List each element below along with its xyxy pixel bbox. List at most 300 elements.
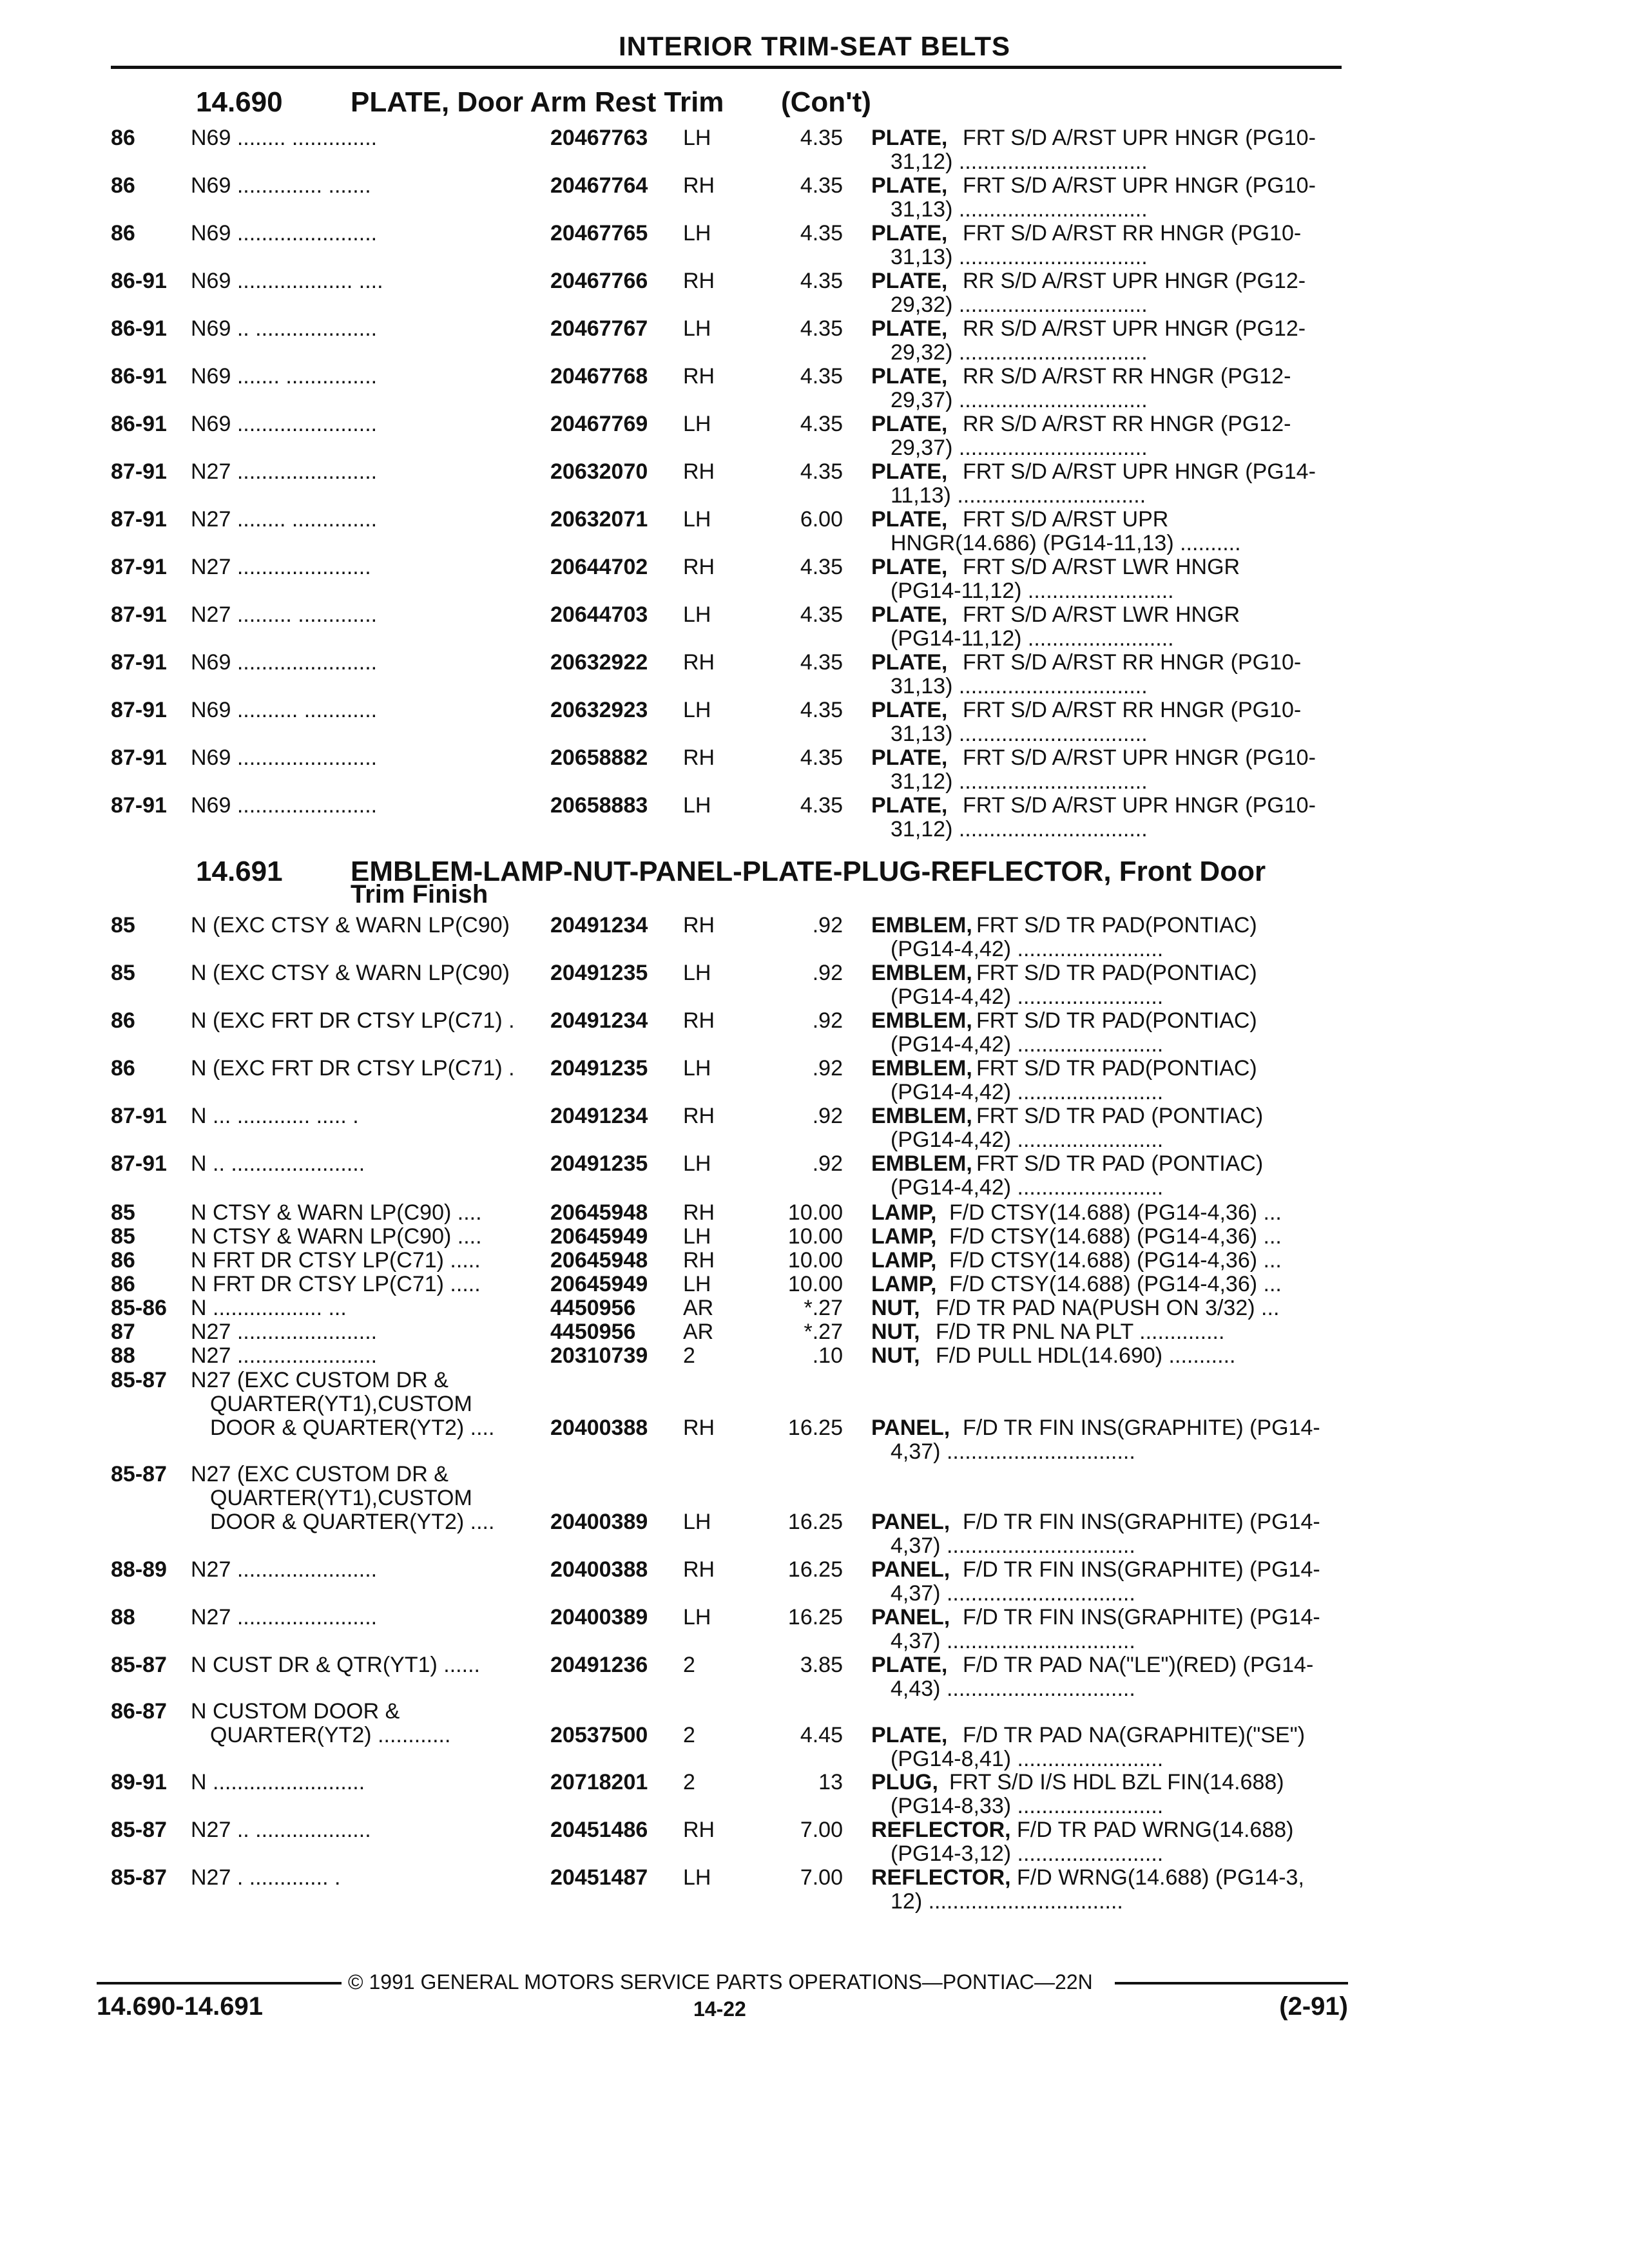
description: FRT S/D A/RST RR HNGR (PG10- bbox=[963, 650, 1302, 675]
section-title-continuation: Trim Finish bbox=[351, 880, 488, 908]
quantity: AR bbox=[683, 1320, 714, 1344]
quantity: LH bbox=[683, 1056, 711, 1081]
description-name: EMBLEM, bbox=[871, 913, 972, 937]
description-continuation: HNGR(14.686) (PG14-11,13) .......... bbox=[891, 531, 1241, 555]
quantity: LH bbox=[683, 507, 711, 532]
part-number: 20491235 bbox=[550, 961, 648, 985]
price: 10.00 bbox=[787, 1224, 843, 1249]
description-continuation: 4,37) ............................... bbox=[891, 1533, 1135, 1558]
model-code: N27 ....................... bbox=[191, 459, 378, 484]
price: 10.00 bbox=[787, 1200, 843, 1225]
description-continuation: (PG14-11,12) ........................ bbox=[891, 626, 1174, 651]
quantity: LH bbox=[683, 698, 711, 722]
model-year: 85 bbox=[111, 961, 135, 985]
description-continuation: 29,32) ............................... bbox=[891, 293, 1148, 317]
model-code: N69 ....... ............... bbox=[191, 364, 378, 389]
description-name: PLATE, bbox=[871, 126, 948, 150]
description-name: PLATE, bbox=[871, 173, 948, 198]
part-number: 20645948 bbox=[550, 1248, 648, 1273]
price: .92 bbox=[812, 913, 843, 937]
part-number: 20645949 bbox=[550, 1224, 648, 1249]
quantity: LH bbox=[683, 1272, 711, 1296]
part-number: 20491236 bbox=[550, 1653, 648, 1677]
part-number: 20491235 bbox=[550, 1151, 648, 1176]
quantity: RH bbox=[683, 913, 715, 937]
model-line-2: QUARTER(YT1),CUSTOM bbox=[210, 1392, 472, 1416]
footer-date-code: (2-91) bbox=[1279, 1992, 1348, 2021]
description: FRT S/D A/RST UPR HNGR (PG14- bbox=[963, 459, 1316, 484]
quantity: RH bbox=[683, 1557, 715, 1582]
price: *.27 bbox=[804, 1320, 843, 1344]
quantity: RH bbox=[683, 555, 715, 579]
footer-rule-right bbox=[1115, 1982, 1348, 1984]
part-number: 20658882 bbox=[550, 745, 648, 770]
section-continued: (Con't) bbox=[781, 86, 871, 118]
price: 4.35 bbox=[800, 173, 843, 198]
quantity: LH bbox=[683, 602, 711, 627]
description: FRT S/D A/RST LWR HNGR bbox=[963, 555, 1240, 579]
description-name: LAMP, bbox=[871, 1200, 937, 1225]
description-name: PLATE, bbox=[871, 602, 948, 627]
part-number: 20632922 bbox=[550, 650, 648, 675]
description-name: PANEL, bbox=[871, 1510, 950, 1534]
model-year: 86-91 bbox=[111, 269, 167, 293]
description-name: PLATE, bbox=[871, 269, 948, 293]
model-year: 85-87 bbox=[111, 1462, 167, 1486]
model-line-2: QUARTER(YT1),CUSTOM bbox=[210, 1486, 472, 1510]
section-number: 14.691 bbox=[196, 856, 283, 887]
price: .92 bbox=[812, 1151, 843, 1176]
model-code: N27 .. ................... bbox=[191, 1818, 371, 1842]
quantity: LH bbox=[683, 221, 711, 245]
model-code: N CTSY & WARN LP(C90) .... bbox=[191, 1200, 482, 1225]
part-number: 20400389 bbox=[550, 1605, 648, 1629]
model-year: 85-86 bbox=[111, 1296, 167, 1320]
footer-section-range: 14.690-14.691 bbox=[97, 1992, 264, 2021]
description: FRT S/D TR PAD(PONTIAC) bbox=[976, 961, 1257, 985]
model-year: 88-89 bbox=[111, 1557, 167, 1582]
price: .92 bbox=[812, 961, 843, 985]
quantity: LH bbox=[683, 1151, 711, 1176]
price: 3.85 bbox=[800, 1653, 843, 1677]
description-continuation: (PG14-4,42) ........................ bbox=[891, 985, 1164, 1009]
model-code: N69 ....................... bbox=[191, 650, 378, 675]
quantity: RH bbox=[683, 1818, 715, 1842]
price: 4.35 bbox=[800, 412, 843, 436]
footer-page-number: 14-22 bbox=[693, 1997, 746, 2021]
model-code: N27 ...................... bbox=[191, 555, 371, 579]
part-number: 20645949 bbox=[550, 1272, 648, 1296]
description-name: PLATE, bbox=[871, 316, 948, 341]
description-name: PLATE, bbox=[871, 507, 948, 532]
model-year: 87-91 bbox=[111, 698, 167, 722]
model-code: N (EXC FRT DR CTSY LP(C71) . bbox=[191, 1056, 515, 1081]
model-year: 88 bbox=[111, 1605, 135, 1629]
model-code: N27 ....................... bbox=[191, 1320, 378, 1344]
model-code: N (EXC CTSY & WARN LP(C90) bbox=[191, 961, 510, 985]
model-year: 86 bbox=[111, 173, 135, 198]
model-line-2: QUARTER(YT2) ............ bbox=[210, 1723, 451, 1747]
price: .10 bbox=[812, 1343, 843, 1368]
model-year: 85-87 bbox=[111, 1653, 167, 1677]
model-code: N69 ................... .... bbox=[191, 269, 383, 293]
model-year: 85 bbox=[111, 1224, 135, 1249]
model-code: N (EXC CTSY & WARN LP(C90) bbox=[191, 913, 510, 937]
price: 4.35 bbox=[800, 555, 843, 579]
model-code: N69 ....................... bbox=[191, 412, 378, 436]
model-year: 87-91 bbox=[111, 793, 167, 818]
description-continuation: 4,37) ............................... bbox=[891, 1629, 1135, 1653]
part-number: 20491234 bbox=[550, 913, 648, 937]
part-number: 20467768 bbox=[550, 364, 648, 389]
price: .92 bbox=[812, 1104, 843, 1128]
description-name: EMBLEM, bbox=[871, 1151, 972, 1176]
price: 13 bbox=[818, 1770, 843, 1794]
part-number: 20632070 bbox=[550, 459, 648, 484]
model-code: N FRT DR CTSY LP(C71) ..... bbox=[191, 1248, 481, 1273]
description-name: PLATE, bbox=[871, 698, 948, 722]
quantity: RH bbox=[683, 745, 715, 770]
description: FRT S/D TR PAD(PONTIAC) bbox=[976, 913, 1257, 937]
model-year: 88 bbox=[111, 1343, 135, 1368]
description: F/D TR PAD WRNG(14.688) bbox=[1017, 1818, 1294, 1842]
model-code: N .................. ... bbox=[191, 1296, 347, 1320]
price: 10.00 bbox=[787, 1272, 843, 1296]
model-year: 86-91 bbox=[111, 316, 167, 341]
part-number: 20467765 bbox=[550, 221, 648, 245]
price: .92 bbox=[812, 1008, 843, 1033]
model-line-3: DOOR & QUARTER(YT2) .... bbox=[210, 1510, 495, 1534]
model-code: N69 ....................... bbox=[191, 745, 378, 770]
description-name: PANEL, bbox=[871, 1557, 950, 1582]
section-number: 14.690 bbox=[196, 86, 283, 118]
price: 16.25 bbox=[787, 1416, 843, 1440]
price: 4.35 bbox=[800, 316, 843, 341]
description: FRT S/D A/RST RR HNGR (PG10- bbox=[963, 698, 1302, 722]
model-year: 87-91 bbox=[111, 650, 167, 675]
quantity: LH bbox=[683, 1224, 711, 1249]
description-continuation: (PG14-11,12) ........................ bbox=[891, 579, 1174, 603]
description: F/D CTSY(14.688) (PG14-4,36) ... bbox=[949, 1272, 1282, 1296]
price: 16.25 bbox=[787, 1510, 843, 1534]
quantity: LH bbox=[683, 1865, 711, 1890]
model-code: N27 ........ .............. bbox=[191, 507, 378, 532]
price: 4.35 bbox=[800, 793, 843, 818]
description: FRT S/D A/RST UPR HNGR (PG10- bbox=[963, 793, 1316, 818]
description-name: LAMP, bbox=[871, 1272, 937, 1296]
quantity: 2 bbox=[683, 1343, 695, 1368]
description-continuation: 31,13) ............................... bbox=[891, 722, 1148, 746]
quantity: RH bbox=[683, 650, 715, 675]
part-number: 20632071 bbox=[550, 507, 648, 532]
price: 4.35 bbox=[800, 650, 843, 675]
model-year: 89-91 bbox=[111, 1770, 167, 1794]
quantity: RH bbox=[683, 173, 715, 198]
description-continuation: 31,12) ............................... bbox=[891, 769, 1148, 794]
description: F/D WRNG(14.688) (PG14-3, bbox=[1017, 1865, 1304, 1890]
quantity: LH bbox=[683, 412, 711, 436]
description-continuation: 31,13) ............................... bbox=[891, 197, 1148, 222]
price: 10.00 bbox=[787, 1248, 843, 1273]
description: F/D TR PAD NA(PUSH ON 3/32) ... bbox=[936, 1296, 1280, 1320]
description: FRT S/D TR PAD (PONTIAC) bbox=[976, 1151, 1264, 1176]
description-continuation: 31,12) ............................... bbox=[891, 817, 1148, 841]
part-number: 20718201 bbox=[550, 1770, 648, 1794]
model-year: 86-91 bbox=[111, 412, 167, 436]
model-year: 86 bbox=[111, 1056, 135, 1081]
description: F/D TR PAD NA("LE")(RED) (PG14- bbox=[963, 1653, 1314, 1677]
description-name: PLATE, bbox=[871, 459, 948, 484]
description-continuation: 31,13) ............................... bbox=[891, 245, 1148, 269]
price: 16.25 bbox=[787, 1605, 843, 1629]
model-code: N69 ....................... bbox=[191, 793, 378, 818]
description: F/D CTSY(14.688) (PG14-4,36) ... bbox=[949, 1248, 1282, 1273]
model-code: N27 . ............. . bbox=[191, 1865, 341, 1890]
description-continuation: 4,43) ............................... bbox=[891, 1677, 1135, 1701]
part-number: 20467766 bbox=[550, 269, 648, 293]
model-code: N27 ....................... bbox=[191, 1343, 378, 1368]
description-name: REFLECTOR, bbox=[871, 1865, 1011, 1890]
price: 7.00 bbox=[800, 1818, 843, 1842]
model-code: N27 ....................... bbox=[191, 1557, 378, 1582]
footer-copyright: © 1991 GENERAL MOTORS SERVICE PARTS OPERATIONS—PONTIAC—22N bbox=[348, 1970, 1093, 1994]
description-continuation: 31,12) ............................... bbox=[891, 149, 1148, 174]
description-continuation: 4,37) ............................... bbox=[891, 1581, 1135, 1606]
part-number: 20400388 bbox=[550, 1557, 648, 1582]
model-year: 86 bbox=[111, 126, 135, 150]
price: .92 bbox=[812, 1056, 843, 1081]
model-year: 87-91 bbox=[111, 555, 167, 579]
description-name: PLATE, bbox=[871, 364, 948, 389]
description-continuation: (PG14-3,12) ........................ bbox=[891, 1841, 1164, 1866]
price: 4.35 bbox=[800, 364, 843, 389]
description-continuation: (PG14-8,33) ........................ bbox=[891, 1794, 1164, 1818]
description: F/D TR PNL NA PLT .............. bbox=[936, 1320, 1225, 1344]
part-number: 20644703 bbox=[550, 602, 648, 627]
description-name: LAMP, bbox=[871, 1248, 937, 1273]
description: F/D TR FIN INS(GRAPHITE) (PG14- bbox=[963, 1510, 1320, 1534]
description: RR S/D A/RST UPR HNGR (PG12- bbox=[963, 269, 1306, 293]
description-continuation: (PG14-4,42) ........................ bbox=[891, 1128, 1164, 1152]
part-number: 20310739 bbox=[550, 1343, 648, 1368]
part-number: 20537500 bbox=[550, 1723, 648, 1747]
description-continuation: (PG14-8,41) ........................ bbox=[891, 1747, 1164, 1771]
price: 4.35 bbox=[800, 602, 843, 627]
quantity: LH bbox=[683, 1510, 711, 1534]
quantity: RH bbox=[683, 1008, 715, 1033]
model-code: N69 ....................... bbox=[191, 221, 378, 245]
model-year: 87-91 bbox=[111, 459, 167, 484]
description-name: EMBLEM, bbox=[871, 1056, 972, 1081]
model-year: 85 bbox=[111, 1200, 135, 1225]
description-name: PLATE, bbox=[871, 1723, 948, 1747]
model-year: 85-87 bbox=[111, 1368, 167, 1392]
model-code: N27 ....................... bbox=[191, 1605, 378, 1629]
description: RR S/D A/RST UPR HNGR (PG12- bbox=[963, 316, 1306, 341]
part-number: 20451487 bbox=[550, 1865, 648, 1890]
model-year: 85-87 bbox=[111, 1865, 167, 1890]
description-name: PLATE, bbox=[871, 650, 948, 675]
price: 4.35 bbox=[800, 698, 843, 722]
model-code: N69 .. .................... bbox=[191, 316, 378, 341]
description: FRT S/D TR PAD(PONTIAC) bbox=[976, 1056, 1257, 1081]
model-line-1: N CUSTOM DOOR & bbox=[191, 1699, 400, 1724]
part-number: 20400389 bbox=[550, 1510, 648, 1534]
description-name: PANEL, bbox=[871, 1416, 950, 1440]
model-code: N CTSY & WARN LP(C90) .... bbox=[191, 1224, 482, 1249]
description-name: LAMP, bbox=[871, 1224, 937, 1249]
model-line-3: DOOR & QUARTER(YT2) .... bbox=[210, 1416, 495, 1440]
quantity: AR bbox=[683, 1296, 714, 1320]
description-name: EMBLEM, bbox=[871, 1104, 972, 1128]
description: FRT S/D A/RST UPR HNGR (PG10- bbox=[963, 745, 1316, 770]
part-number: 20467763 bbox=[550, 126, 648, 150]
description: RR S/D A/RST RR HNGR (PG12- bbox=[963, 412, 1291, 436]
page-header-title: INTERIOR TRIM-SEAT BELTS bbox=[618, 31, 1011, 61]
part-number: 20491234 bbox=[550, 1104, 648, 1128]
model-year: 87-91 bbox=[111, 745, 167, 770]
description-continuation: (PG14-4,42) ........................ bbox=[891, 937, 1164, 961]
description-continuation: 31,13) ............................... bbox=[891, 674, 1148, 698]
quantity: RH bbox=[683, 459, 715, 484]
part-number: 20645948 bbox=[550, 1200, 648, 1225]
quantity: LH bbox=[683, 126, 711, 150]
description: F/D TR PAD NA(GRAPHITE)("SE") bbox=[963, 1723, 1306, 1747]
description-name: PLUG, bbox=[871, 1770, 938, 1794]
part-number: 4450956 bbox=[550, 1296, 636, 1320]
description-continuation: (PG14-4,42) ........................ bbox=[891, 1080, 1164, 1104]
description: FRT S/D A/RST UPR HNGR (PG10- bbox=[963, 126, 1316, 150]
model-code: N69 .......... ............ bbox=[191, 698, 378, 722]
description: FRT S/D A/RST RR HNGR (PG10- bbox=[963, 221, 1302, 245]
description-name: PLATE, bbox=[871, 555, 948, 579]
description-name: PLATE, bbox=[871, 412, 948, 436]
quantity: LH bbox=[683, 316, 711, 341]
quantity: 2 bbox=[683, 1723, 695, 1747]
description-name: EMBLEM, bbox=[871, 961, 972, 985]
quantity: RH bbox=[683, 269, 715, 293]
footer-rule-left bbox=[97, 1982, 342, 1984]
price: 4.35 bbox=[800, 221, 843, 245]
description-continuation: (PG14-4,42) ........................ bbox=[891, 1032, 1164, 1057]
part-number: 20658883 bbox=[550, 793, 648, 818]
description-name: PANEL, bbox=[871, 1605, 950, 1629]
description-continuation: 29,32) ............................... bbox=[891, 340, 1148, 365]
price: 4.35 bbox=[800, 269, 843, 293]
price: 16.25 bbox=[787, 1557, 843, 1582]
description-continuation: 29,37) ............................... bbox=[891, 388, 1148, 412]
section-title-line2 bbox=[351, 880, 488, 909]
quantity: RH bbox=[683, 1416, 715, 1440]
model-year: 87-91 bbox=[111, 1151, 167, 1176]
description-name: NUT, bbox=[871, 1320, 920, 1344]
model-year: 85-87 bbox=[111, 1818, 167, 1842]
description: F/D CTSY(14.688) (PG14-4,36) ... bbox=[949, 1224, 1282, 1249]
model-code: N FRT DR CTSY LP(C71) ..... bbox=[191, 1272, 481, 1296]
model-line-1: N27 (EXC CUSTOM DR & bbox=[191, 1368, 448, 1392]
description: FRT S/D TR PAD (PONTIAC) bbox=[976, 1104, 1264, 1128]
price: 6.00 bbox=[800, 507, 843, 532]
model-code: N69 .............. ....... bbox=[191, 173, 371, 198]
quantity: 2 bbox=[683, 1653, 695, 1677]
model-year: 87 bbox=[111, 1320, 135, 1344]
part-number: 4450956 bbox=[550, 1320, 636, 1344]
part-number: 20400388 bbox=[550, 1416, 648, 1440]
model-code: N27 ......... ............. bbox=[191, 602, 378, 627]
model-year: 86 bbox=[111, 1008, 135, 1033]
price: *.27 bbox=[804, 1296, 843, 1320]
quantity: LH bbox=[683, 1605, 711, 1629]
description: FRT S/D I/S HDL BZL FIN(14.688) bbox=[949, 1770, 1284, 1794]
header-rule bbox=[111, 66, 1342, 69]
model-code: N ... ............ ..... . bbox=[191, 1104, 359, 1128]
part-number: 20491235 bbox=[550, 1056, 648, 1081]
description: FRT S/D A/RST LWR HNGR bbox=[963, 602, 1240, 627]
description: FRT S/D A/RST UPR HNGR (PG10- bbox=[963, 173, 1316, 198]
description-name: EMBLEM, bbox=[871, 1008, 972, 1033]
quantity: LH bbox=[683, 793, 711, 818]
part-number: 20632923 bbox=[550, 698, 648, 722]
quantity: RH bbox=[683, 364, 715, 389]
model-year: 86 bbox=[111, 1272, 135, 1296]
description-continuation: 29,37) ............................... bbox=[891, 436, 1148, 460]
model-year: 86-91 bbox=[111, 364, 167, 389]
quantity: LH bbox=[683, 961, 711, 985]
description-name: NUT, bbox=[871, 1296, 920, 1320]
part-number: 20467769 bbox=[550, 412, 648, 436]
price: 7.00 bbox=[800, 1865, 843, 1890]
description-name: PLATE, bbox=[871, 793, 948, 818]
model-code: N69 ........ .............. bbox=[191, 126, 378, 150]
part-number: 20451486 bbox=[550, 1818, 648, 1842]
description: RR S/D A/RST RR HNGR (PG12- bbox=[963, 364, 1291, 389]
quantity: RH bbox=[683, 1200, 715, 1225]
model-year: 85 bbox=[111, 913, 135, 937]
model-year: 86-87 bbox=[111, 1699, 167, 1724]
model-code: N ......................... bbox=[191, 1770, 365, 1794]
price: 4.35 bbox=[800, 126, 843, 150]
description-continuation: 11,13) ............................... bbox=[891, 483, 1146, 508]
description-continuation: 12) ................................ bbox=[891, 1889, 1123, 1914]
description-name: PLATE, bbox=[871, 221, 948, 245]
description-name: NUT, bbox=[871, 1343, 920, 1368]
part-number: 20644702 bbox=[550, 555, 648, 579]
model-year: 87-91 bbox=[111, 1104, 167, 1128]
section-title: EMBLEM-LAMP-NUT-PANEL-PLATE-PLUG-REFLECTOR, Front Door bbox=[351, 856, 1266, 887]
model-line-1: N27 (EXC CUSTOM DR & bbox=[191, 1462, 448, 1486]
model-code: N (EXC FRT DR CTSY LP(C71) . bbox=[191, 1008, 515, 1033]
description: FRT S/D TR PAD(PONTIAC) bbox=[976, 1008, 1257, 1033]
description: F/D CTSY(14.688) (PG14-4,36) ... bbox=[949, 1200, 1282, 1225]
model-code: N CUST DR & QTR(YT1) ...... bbox=[191, 1653, 480, 1677]
model-code: N .. ...................... bbox=[191, 1151, 365, 1176]
part-number: 20467767 bbox=[550, 316, 648, 341]
description: F/D TR FIN INS(GRAPHITE) (PG14- bbox=[963, 1557, 1320, 1582]
description-continuation: 4,37) ............................... bbox=[891, 1439, 1135, 1464]
price: 4.35 bbox=[800, 745, 843, 770]
price: 4.35 bbox=[800, 459, 843, 484]
description: F/D PULL HDL(14.690) ........... bbox=[936, 1343, 1236, 1368]
part-number: 20467764 bbox=[550, 173, 648, 198]
quantity: RH bbox=[683, 1248, 715, 1273]
model-year: 86 bbox=[111, 1248, 135, 1273]
section-title: PLATE, Door Arm Rest Trim bbox=[351, 86, 724, 118]
model-year: 86 bbox=[111, 221, 135, 245]
description-name: REFLECTOR, bbox=[871, 1818, 1011, 1842]
description-continuation: (PG14-4,42) ........................ bbox=[891, 1175, 1164, 1200]
description: F/D TR FIN INS(GRAPHITE) (PG14- bbox=[963, 1605, 1320, 1629]
model-year: 87-91 bbox=[111, 507, 167, 532]
